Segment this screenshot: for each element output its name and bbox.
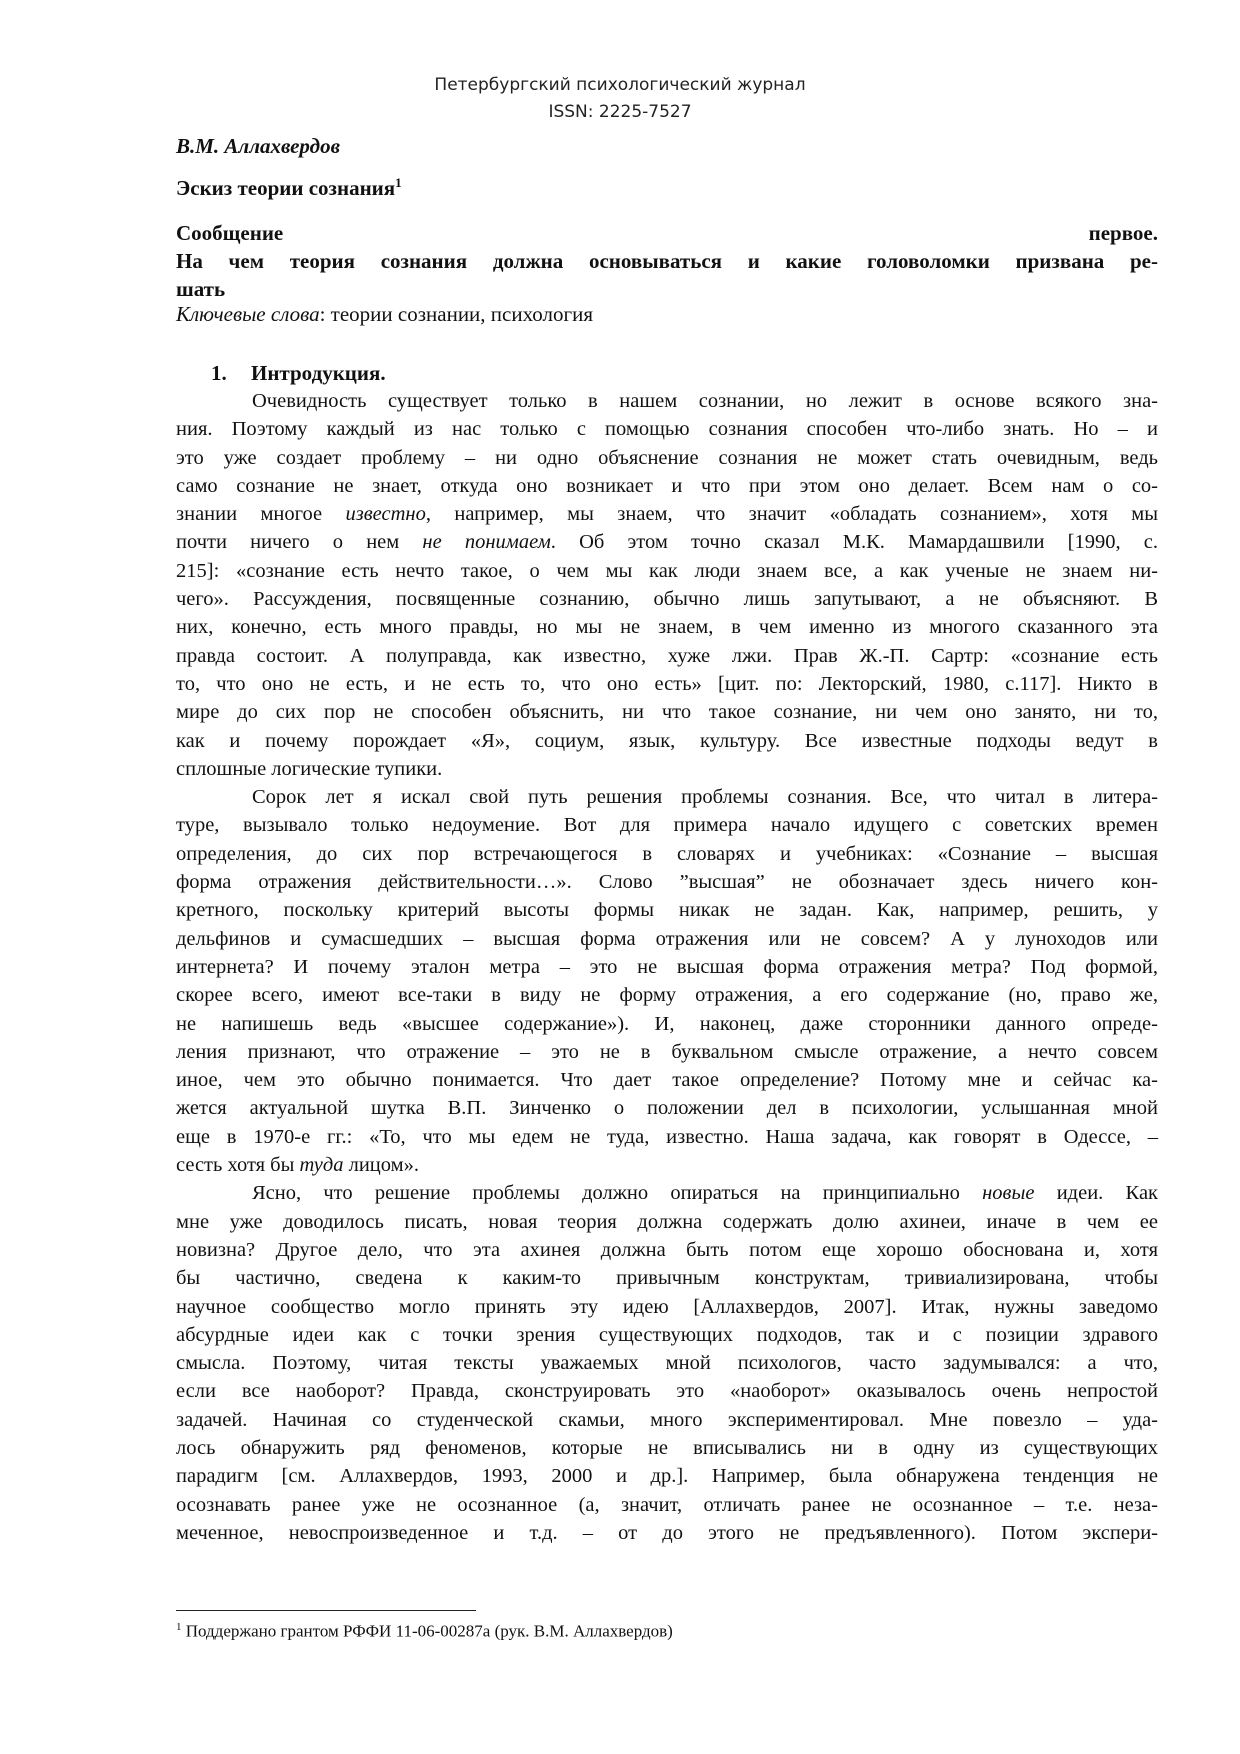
text-line: иное, чем это обычно понимается. Что дает такое определение? Потому мне и сейчас ка- (176, 1069, 1158, 1092)
text-line: научное сообщество могло принять эту идею [Аллахвердов, 2007]. Итак, нужны заведомо (176, 1295, 1158, 1318)
text-line: скорее всего, имеют все-таки в виду не форму отражения, а его содержание (но, право же, (176, 984, 1158, 1007)
footnote-text: Поддержано грантом РФФИ 11-06-00287а (рук. В.М. Аллахвердов) (185, 1621, 673, 1641)
text-line: форма отражения действительности…». Слово ”высшая” не обозначает здесь ничего кон- (176, 871, 1158, 894)
text-line: осознавать ранее уже не осознанное (а, значит, отличать ранее не осознанное – т.е. неза- (176, 1493, 1158, 1516)
paragraph (176, 1179, 1158, 1547)
keywords (176, 302, 593, 327)
text-line: сплошные логические тупики. (176, 757, 443, 780)
section-number: 1. (211, 361, 227, 385)
footnote (176, 1621, 673, 1642)
text-line: знании многое известно, например, мы знаем, что значит «обладать сознанием», хотя мы (176, 503, 1158, 526)
subtitle-line: шать (176, 277, 226, 301)
journal-name: Петербургский психологический журнал (434, 75, 806, 95)
text-line: Сорок лет я искал свой путь решения проблемы сознания. Все, что читал в литера- (252, 786, 1158, 809)
text-line: новизна? Другое дело, что эта ахинея должна быть потом еще хорошо обоснована и, хотя (176, 1238, 1158, 1261)
author-name: В.М. Аллахвердов (176, 134, 340, 158)
keywords-text: : теории сознании, психология (319, 302, 594, 326)
text-line: как и почему порождает «Я», социум, язык, культуру. Все известные подходы ведут в (176, 729, 1158, 752)
text-line: то, что оно не есть, и не есть то, что оно есть» [цит. по: Лекторский, 1980, с.117]. Никто в (176, 672, 1158, 695)
text-line: задачей. Начиная со студенческой скамьи, много экспериментировал. Мне повезло – уда- (176, 1408, 1158, 1431)
text-line: 215]: «сознание есть нечто такое, о чем мы как люди знаем все, а как ученые не знаем ни- (176, 559, 1158, 582)
text-line: ления признают, что отражение – это не в буквальном смысле отражение, а нечто совсем (176, 1040, 1158, 1063)
text-line: кретного, поскольку критерий высоты формы никак не задан. Как, например, решить, у (176, 899, 1158, 922)
text-line: если все наоборот? Правда, сконструировать это «наоборот» оказывалось очень непростой (176, 1380, 1158, 1403)
paragraph (176, 387, 1158, 783)
text-line: меченное, невоспроизведенное и т.д. – от до этого не предъявленного). Потом экспери- (176, 1521, 1158, 1544)
text-line: дельфинов и сумасшедших – высшая форма отражения или не совсем? А у луноходов или (176, 927, 1158, 950)
text-line: еще в 1970-е гг.: «То, что мы едем не туда, известно. Наша задача, как говорят в Одессе, – (176, 1125, 1158, 1148)
text-line: почти ничего о нем не понимаем. Об этом точно сказал М.К. Мамардашвили [1990, с. (176, 531, 1158, 554)
text-line: интернета? И почему эталон метра – это не высшая форма отражения метра? Под формой, (176, 955, 1158, 978)
text-line: мире до сих пор не способен объяснить, ни что такое сознание, ни чем оно занято, ни то, (176, 701, 1158, 724)
text-line: бы частично, сведена к каким-то привычным конструктам, тривиализирована, чтобы (176, 1267, 1158, 1290)
text-line: не напишешь ведь «высшее содержание»). И, наконец, даже сторонники данного опреде- (176, 1012, 1158, 1035)
text-line: туре, вызывало только недоумение. Вот для примера начало идущего с советских времен (176, 814, 1158, 837)
text-line: Очевидность существует только в нашем сознании, но лежит в основе всякого зна- (252, 390, 1158, 412)
text-line: смысла. Поэтому, читая тексты уважаемых мной психологов, часто задумывался: а что, (176, 1352, 1158, 1375)
journal-issn: ISSN: 2225-7527 (548, 102, 692, 122)
section-title: Интродукция. (251, 361, 386, 385)
article-subtitle (176, 219, 1158, 303)
paragraph (176, 783, 1158, 1179)
article-title-text: Эскиз теории сознания (176, 176, 396, 200)
article-body (176, 387, 1158, 1547)
text-line: Ясно, что решение проблемы должно опираться на принципиально новые идеи. Как (252, 1182, 1159, 1205)
text-line: само сознание не знает, откуда оно возникает и что при этом оно делает. Всем нам о со- (176, 474, 1158, 497)
text-line: лось обнаружить ряд феноменов, которые не вписывались ни в одну из существующих (176, 1436, 1158, 1459)
text-line: них, конечно, есть много правды, но мы не знаем, в чем именно из многого сказанного эта (176, 616, 1158, 639)
text-line: парадигм [см. Аллахвердов, 1993, 2000 и др.]. Например, была обнаружена тенденция не (176, 1465, 1158, 1488)
section-heading (211, 361, 386, 386)
text-line: сесть хотя бы туда лицом». (176, 1154, 419, 1177)
footnote-divider (176, 1610, 476, 1611)
subtitle-line: Сообщение первое. (176, 221, 1158, 245)
text-line: определения, до сих пор встречающегося в словарях и учебниках: «Сознание – высшая (176, 842, 1158, 865)
keywords-label: Ключевые слова (176, 302, 320, 326)
subtitle-line: На чем теория сознания должна основываться и какие головоломки призвана ре- (176, 249, 1158, 273)
text-line: правда состоит. А полуправда, как известно, хуже лжи. Прав Ж.-П. Сартр: «сознание есть (176, 644, 1158, 667)
text-line: ния. Поэтому каждый из нас только с помощью сознания способен что-либо знать. Но – и (176, 418, 1158, 441)
footnote-mark: 1 (176, 1621, 182, 1633)
title-footnote-mark: 1 (395, 175, 402, 190)
article-title (176, 175, 402, 201)
text-line: мне уже доводилось писать, новая теория должна содержать долю ахинеи, иначе в чем ее (176, 1210, 1158, 1233)
text-line: абсурдные идеи как с точки зрения существующих подходов, так и с позиции здравого (176, 1323, 1158, 1346)
text-line: это уже создает проблему – ни одно объяснение сознания не может стать очевидным, ведь (176, 446, 1158, 469)
text-line: чего». Рассуждения, посвященные сознанию, обычно лишь запутывают, а не объясняют. В (176, 588, 1158, 611)
text-line: жется актуальной шутка В.П. Зинченко о положении дел в психологии, услышанная мной (176, 1097, 1158, 1120)
